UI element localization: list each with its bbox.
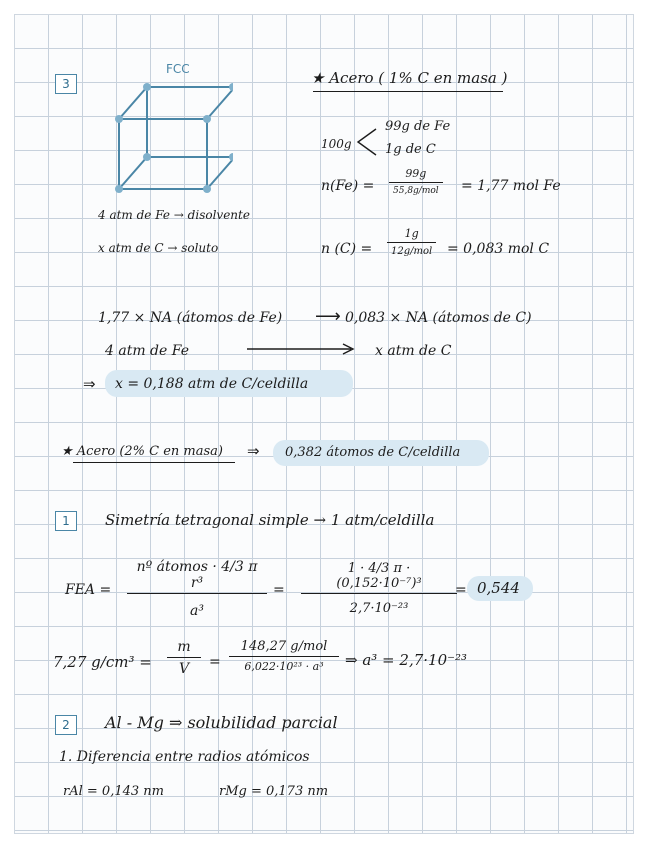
proportion-2-left: 4 atm de Fe xyxy=(105,343,189,359)
steel-2-title: ★ Acero (2% C en masa) xyxy=(61,444,223,459)
fea-fraction-2 xyxy=(301,561,457,616)
steel-2-underline xyxy=(73,462,235,463)
density-v: V xyxy=(178,661,190,677)
fea-denominator-2: 2,7·10⁻²³ xyxy=(349,601,409,616)
solvent-note: 4 atm de Fe → disolvente xyxy=(98,208,250,222)
steel-1-title: ★ Acero ( 1% C en masa ) xyxy=(311,69,508,87)
proportion-2-right: x atm de C xyxy=(375,343,452,359)
proportion-1-left: 1,77 × NA (átomos de Fe) xyxy=(98,310,283,326)
density-lhs: 7,27 g/cm³ = xyxy=(53,653,152,671)
moles-fe-result: = 1,77 mol Fe xyxy=(461,178,561,194)
density-fraction xyxy=(229,639,339,673)
moles-fe-lhs: n(Fe) = xyxy=(321,178,375,194)
fea-lhs: FEA = xyxy=(65,582,112,598)
density-result: ⇒ a³ = 2,7·10⁻²³ xyxy=(345,651,468,669)
branch-arrow xyxy=(354,125,378,159)
moles-c-fraction xyxy=(387,227,436,257)
section-number-1: 1 xyxy=(55,511,77,531)
section-2-title: Al - Mg ⇒ solubilidad parcial xyxy=(105,713,338,732)
moles-c-lhs: n (C) = xyxy=(321,241,373,257)
moles-fe-denominator: 55,8g/mol xyxy=(393,186,439,196)
cube-label: FCC xyxy=(166,62,190,76)
fea-equals-2: = xyxy=(455,582,467,598)
density-m: m xyxy=(167,639,201,658)
fea-result: 0,544 xyxy=(477,579,520,597)
moles-c-result: = 0,083 mol C xyxy=(447,241,550,257)
implies-symbol: ⇒ xyxy=(83,375,96,393)
density-equals: = xyxy=(209,654,221,670)
density-numerator: 148,27 g/mol xyxy=(229,639,339,657)
mass-fe: 99g de Fe xyxy=(385,119,451,134)
long-arrow xyxy=(247,342,357,356)
density-mv-fraction xyxy=(167,639,201,677)
item-1: 1. Diferencia entre radios atómicos xyxy=(59,749,310,765)
moles-fe-numerator: 99g xyxy=(389,167,443,183)
mass-total: 100g xyxy=(321,137,352,151)
moles-c-numerator: 1g xyxy=(387,227,436,243)
result-1: x = 0,188 atm de C/celdilla xyxy=(115,376,309,392)
proportion-1-right: 0,083 × NA (átomos de C) xyxy=(345,310,532,326)
fcc-cube-diagram xyxy=(109,77,233,197)
moles-fe-fraction xyxy=(389,167,443,196)
fea-equals-1: = xyxy=(273,582,285,598)
mass-c: 1g de C xyxy=(385,142,436,157)
proportion-arrow: ⟶ xyxy=(315,306,341,327)
section-1-title: Simetría tetragonal simple → 1 atm/celdilla xyxy=(105,511,435,529)
fea-numerator-2: 1 · 4/3 π · (0,152·10⁻⁷)³ xyxy=(301,561,457,594)
moles-c-denominator: 12g/mol xyxy=(391,246,433,257)
radius-mg: rMg = 0,173 nm xyxy=(219,784,329,799)
fea-denominator-1: a³ xyxy=(190,603,204,619)
section-number-3: 3 xyxy=(55,74,77,94)
notebook-page xyxy=(14,14,634,834)
solute-note: x atm de C → soluto xyxy=(98,241,219,255)
density-denominator: 6,022·10²³ · a³ xyxy=(244,660,324,673)
fea-fraction-1 xyxy=(127,559,267,619)
fea-numerator-1: nº átomos · 4/3 π r³ xyxy=(127,559,267,594)
implies-symbol-2: ⇒ xyxy=(247,442,260,460)
radius-al: rAl = 0,143 nm xyxy=(63,784,164,799)
steel-1-underline xyxy=(313,91,503,92)
section-number-2: 2 xyxy=(55,715,77,735)
result-2: 0,382 átomos de C/celdilla xyxy=(285,445,461,460)
